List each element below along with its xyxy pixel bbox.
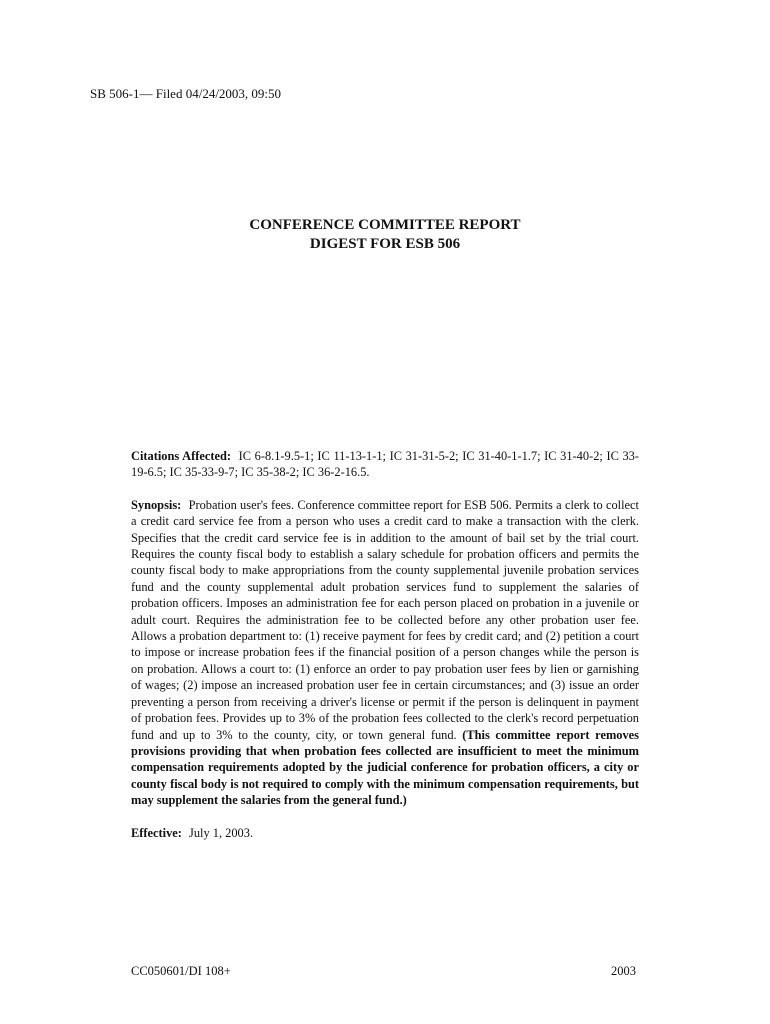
effective-label: Effective:	[131, 825, 182, 840]
filed-line: SB 506-1— Filed 04/24/2003, 09:50	[90, 86, 282, 101]
title-line-1: CONFERENCE COMMITTEE REPORT	[249, 217, 521, 233]
effective-text: July 1, 2003.	[189, 825, 254, 840]
report-title	[0, 216, 770, 254]
synopsis-label: Synopsis:	[131, 497, 182, 512]
footer-document-code: CC050601/DI 108+	[131, 964, 231, 978]
citations-label: Citations Affected:	[131, 449, 231, 463]
synopsis-bold-note: (This committee report removes provisions providing that when probation fees collected are insufficient to meet the minimum compensation requirements adopted by the judicial conference for probation officers, a city or county fiscal body is not required to comply with the minimum compensation requirements, but may supplement the salaries from the general fund.)	[131, 727, 639, 808]
title-line-2: DIGEST FOR ESB 506	[309, 236, 461, 252]
synopsis-text: Probation user's fees. Conference committee report for ESB 506. Permits a clerk to collect a credit card service fee from a person who uses a credit card to make a transaction with the clerk. Specifies that the credit card service fee is in addition to the amount of bail set by the trial court. Requires the county fiscal body to establish a salary schedule for probation officers and permits the county fiscal body to make appropriations from the county supplemental juvenile probation services fund and the county supplemental adult probation services fund to supplement the salaries of probation officers. Imposes an administration fee for each person placed on probation in a juvenile or adult court. Requires the administration fee to be collected before any other probation user fee. Allows a probation department to: (1) receive payment for fees by credit card; and (2) petition a court to impose or increase probation fees if the financial position of a person changes while the person is on probation. Allows a court to: (1) enforce an order to pay probation user fees by lien or garnishing of wages; (2) impose an increased probation user fee in certain circumstances; and (3) issue an order preventing a person from receiving a driver's license or permit if the person is delinquent in payment of probation fees. Provides up to 3% of the probation fees collected to the clerk's record perpetuation fund and up to 3% to the county, city, or town general fund.	[131, 497, 639, 742]
citations-text: IC 6-8.1-9.5-1; IC 11-13-1-1; IC 31-31-5-2; IC 31-40-1-1.7; IC 31-40-2; IC 33-19-6.5; IC 35-33-9-7; IC 35-38-2; IC 36-2-16.5.	[131, 449, 639, 480]
synopsis-paragraph	[131, 497, 639, 809]
citations-paragraph	[131, 448, 639, 481]
effective-paragraph	[131, 825, 639, 841]
footer-year: 2003	[611, 964, 636, 978]
digest-body	[131, 448, 639, 857]
